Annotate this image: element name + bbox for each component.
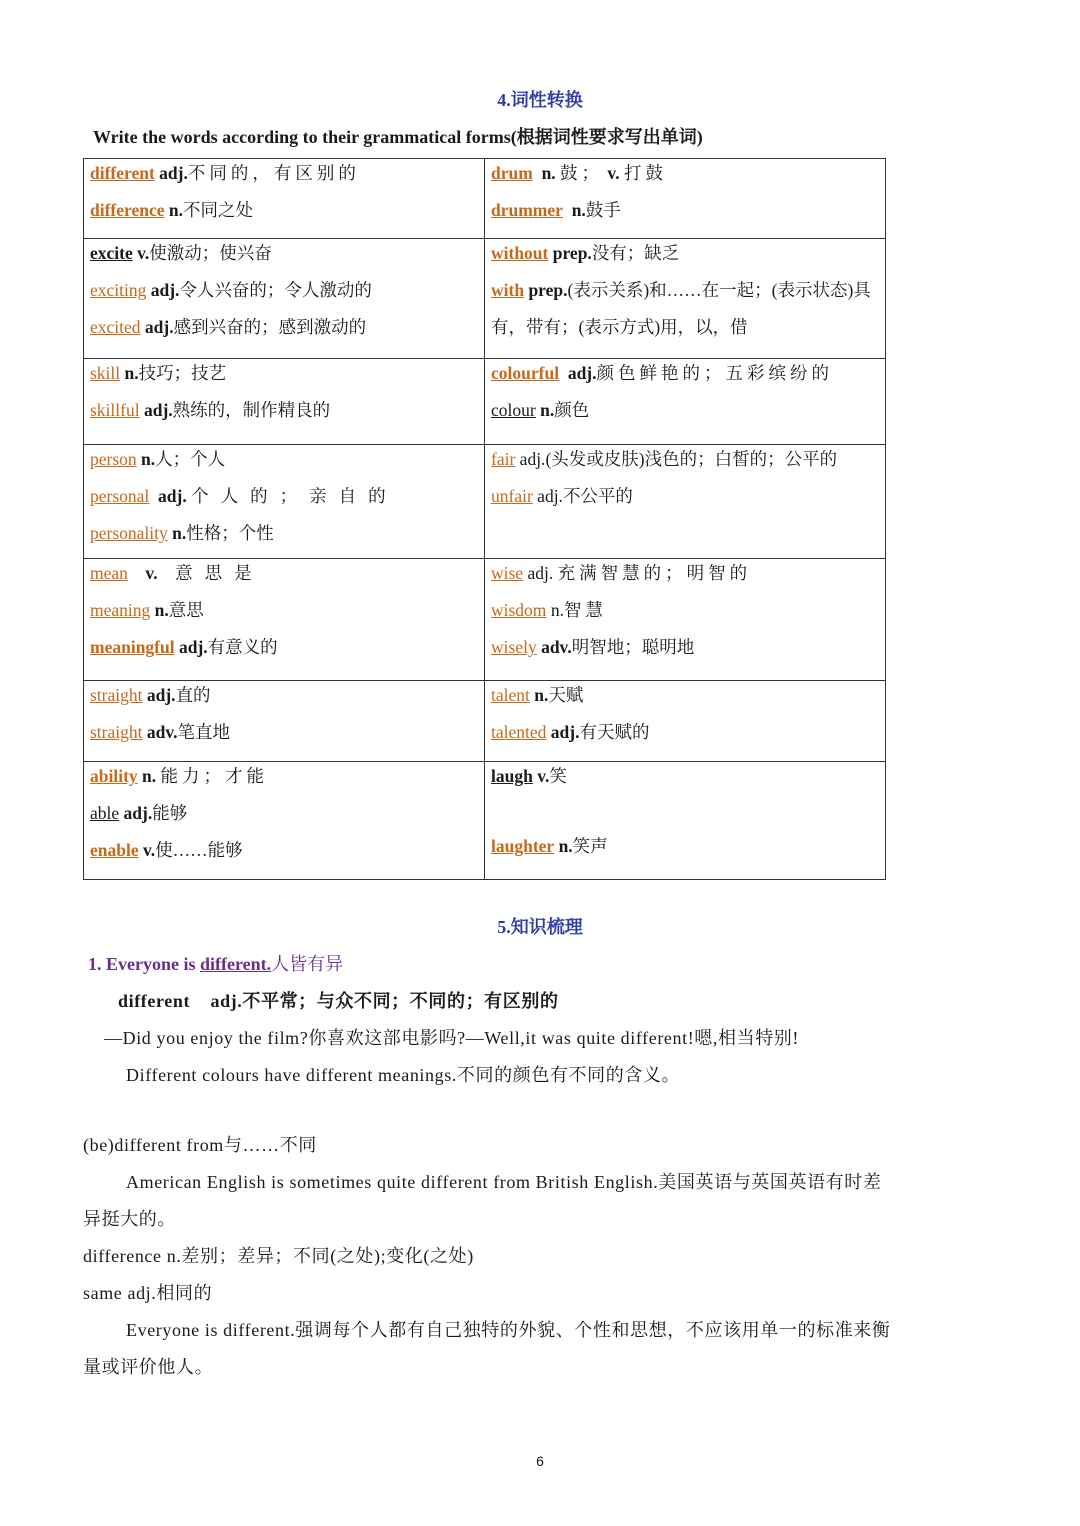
word-meaning: 个人的；亲自的: [191, 486, 398, 506]
vocab-word: without: [491, 243, 549, 263]
vocab-word: wisely: [491, 637, 537, 657]
part-of-speech: adj.: [159, 163, 188, 183]
part-of-speech: adj.: [519, 449, 546, 469]
part-of-speech: n.: [141, 449, 156, 469]
vocab-word: different: [90, 163, 155, 183]
part-of-speech: adj.: [567, 363, 597, 383]
point-translation: 人皆有异: [271, 954, 344, 974]
table-row: [84, 559, 886, 681]
table-cell: [485, 159, 886, 239]
table-cell: [485, 762, 886, 880]
part-of-speech: n.: [124, 363, 139, 383]
definition-word: different: [118, 991, 191, 1011]
page-number: 6: [536, 1453, 544, 1469]
table-cell: [84, 445, 485, 559]
vocab-word: skillful: [90, 400, 140, 420]
word-meaning: 笔直地: [177, 722, 231, 742]
table-row: [84, 681, 886, 762]
vocab-word: able: [90, 803, 120, 823]
vocab-word: skill: [90, 363, 121, 383]
phrase-line: (be)different from与……不同: [83, 1135, 317, 1155]
table-instruction: Write the words according to their grammatical forms(根据词性要求写出单词): [93, 127, 703, 147]
word-meaning: 颜色鲜艳的；五彩缤纷的: [596, 363, 833, 383]
part-of-speech: n.: [534, 685, 549, 705]
vocab-word: enable: [90, 840, 139, 860]
part-of-speech: adj.: [144, 317, 174, 337]
section-4-title: 4.词性转换: [497, 90, 583, 110]
vocab-word: with: [491, 280, 525, 300]
part-of-speech: n.: [154, 600, 169, 620]
part-of-speech: adj.: [550, 722, 580, 742]
word-meaning: (头发或皮肤)浅色的；白皙的；公平的: [545, 449, 838, 469]
vocab-word: excited: [90, 317, 141, 337]
vocab-word: drum: [491, 163, 533, 183]
vocab-word: colour: [491, 400, 536, 420]
word-meaning: 没有；缺乏: [591, 243, 680, 263]
word-meaning: 技巧；技艺: [138, 363, 227, 383]
definition-text: adj.不平常；与众不同；不同的；有区别的: [210, 991, 559, 1011]
vocab-word: person: [90, 449, 137, 469]
explanation-continued: 量或评价他人。: [83, 1357, 214, 1377]
part-of-speech: n.: [142, 766, 157, 786]
part-of-speech: prep.: [528, 280, 568, 300]
part-of-speech: n.: [540, 400, 555, 420]
word-meaning: 有意义的: [207, 637, 278, 657]
part-of-speech: adj.: [537, 486, 563, 506]
vocab-word: drummer: [491, 200, 563, 220]
part-of-speech: v.: [145, 563, 158, 583]
word-meaning: 令人兴奋的；令人激动的: [179, 280, 372, 300]
part-of-speech: adv.: [541, 637, 572, 657]
related-word: difference n.差别；差异；不同(之处);变化(之处): [83, 1246, 474, 1266]
example-sentence: American English is sometimes quite different from British English.美国英语与英国英语有时差: [126, 1172, 882, 1192]
word-meaning: 天赋: [548, 685, 584, 705]
table-row: [84, 359, 886, 445]
vocab-word: laugh: [491, 766, 533, 786]
part-of-speech: n.: [168, 200, 183, 220]
word-meaning: 笑: [549, 766, 567, 786]
example-sentence-continued: 异挺大的。: [83, 1209, 176, 1229]
word-meaning: 颜色: [554, 400, 590, 420]
word-meaning: 明智地；聪明地: [571, 637, 695, 657]
word-meaning: 能力；才能: [160, 766, 269, 786]
part-of-speech: adj.: [143, 400, 173, 420]
part-of-speech: n.: [558, 836, 573, 856]
part-of-speech: adv.: [146, 722, 178, 742]
related-word: same adj.相同的: [83, 1283, 213, 1303]
vocab-word: wisdom: [491, 600, 547, 620]
word-meaning: 不公平的: [562, 486, 633, 506]
definition-line: [118, 987, 559, 1013]
vocab-word: meaning: [90, 600, 151, 620]
vocab-word: personal: [90, 486, 150, 506]
part-of-speech: n.: [550, 600, 564, 620]
table-cell: [84, 681, 485, 762]
vocab-word: mean: [90, 563, 128, 583]
part-of-speech: adj.: [527, 563, 554, 583]
point-keyword: different.: [200, 954, 272, 974]
part-of-speech: adj.: [150, 280, 180, 300]
word-meaning: 意思: [168, 600, 204, 620]
word-meaning: 性格；个性: [186, 523, 274, 543]
word-meaning: 直的: [175, 685, 211, 705]
part-of-speech: adj.: [178, 637, 208, 657]
section-5-title: 5.知识梳理: [497, 917, 583, 937]
word-meaning: 笑声: [572, 836, 608, 856]
table-row: [84, 159, 886, 239]
table-row: [84, 762, 886, 880]
word-meaning: 不同的，有区别的: [187, 163, 360, 183]
part-of-speech: v.: [143, 840, 156, 860]
part-of-speech: n.: [571, 200, 586, 220]
vocab-word: talented: [491, 722, 547, 742]
part-of-speech: adj.: [158, 486, 187, 506]
table-cell: [84, 359, 485, 445]
part-of-speech: adj.: [146, 685, 176, 705]
part-of-speech: v.: [537, 766, 550, 786]
table-cell: [84, 559, 485, 681]
table-cell: [84, 239, 485, 359]
vocab-word: straight: [90, 685, 143, 705]
word-meaning: 意思是: [175, 563, 264, 583]
point-heading: [88, 950, 343, 976]
part-of-speech: n.: [172, 523, 187, 543]
table-cell: [485, 681, 886, 762]
word-meaning: 有，带有；(表示方式)用，以，借: [491, 317, 748, 337]
example-sentence: Different colours have different meanings.不同的颜色有不同的含义。: [126, 1065, 681, 1085]
vocab-word: laughter: [491, 836, 555, 856]
part-of-speech: v.: [607, 163, 620, 183]
word-meaning: 不同之处: [183, 200, 253, 220]
word-meaning: 能够: [152, 803, 188, 823]
vocab-word: fair: [491, 449, 516, 469]
vocab-word: personality: [90, 523, 168, 543]
vocab-word: wise: [491, 563, 524, 583]
part-of-speech: v.: [137, 243, 150, 263]
blank-line: [491, 799, 879, 832]
word-meaning: 使……能够: [155, 840, 243, 860]
table-row: [84, 239, 886, 359]
example-sentence: —Did you enjoy the film?你喜欢这部电影吗?—Well,it was quite different!嗯,相当特别!: [104, 1028, 800, 1048]
table-row: [84, 445, 886, 559]
word-meaning: 熟练的，制作精良的: [172, 400, 331, 420]
vocab-word: excite: [90, 243, 133, 263]
word-meaning: 感到兴奋的；感到激动的: [173, 317, 367, 337]
word-meaning: 充满智慧的；明智的: [557, 563, 752, 583]
word-meaning: 打鼓: [623, 163, 667, 183]
part-of-speech: prep.: [552, 243, 592, 263]
part-of-speech: n.: [541, 163, 556, 183]
vocab-word: unfair: [491, 486, 533, 506]
word-forms-table: [83, 158, 886, 880]
vocab-word: ability: [90, 766, 138, 786]
table-cell: [485, 239, 886, 359]
word-meaning: 使激动；使兴奋: [149, 243, 272, 263]
word-meaning: 智慧: [563, 600, 607, 620]
table-cell: [485, 559, 886, 681]
explanation: Everyone is different.强调每个人都有自己独特的外貌、个性和思想，不应该用单一的标准来衡: [126, 1320, 891, 1340]
vocab-word: exciting: [90, 280, 147, 300]
vocab-word: colourful: [491, 363, 560, 383]
word-meaning: (表示关系)和……在一起；(表示状态)具: [567, 280, 871, 300]
vocab-word: difference: [90, 200, 165, 220]
vocab-word: straight: [90, 722, 143, 742]
part-of-speech: adj.: [123, 803, 153, 823]
word-meaning: 有天赋的: [579, 722, 650, 742]
vocab-word: meaningful: [90, 637, 175, 657]
word-meaning: 鼓手: [585, 200, 621, 220]
word-meaning: 人；个人: [155, 449, 226, 469]
vocab-word: talent: [491, 685, 530, 705]
table-cell: [84, 159, 485, 239]
table-cell: [84, 762, 485, 880]
word-meaning: 鼓；: [560, 163, 604, 183]
point-number: 1. Everyone is: [88, 954, 200, 974]
table-cell: [485, 359, 886, 445]
table-cell: [485, 445, 886, 559]
